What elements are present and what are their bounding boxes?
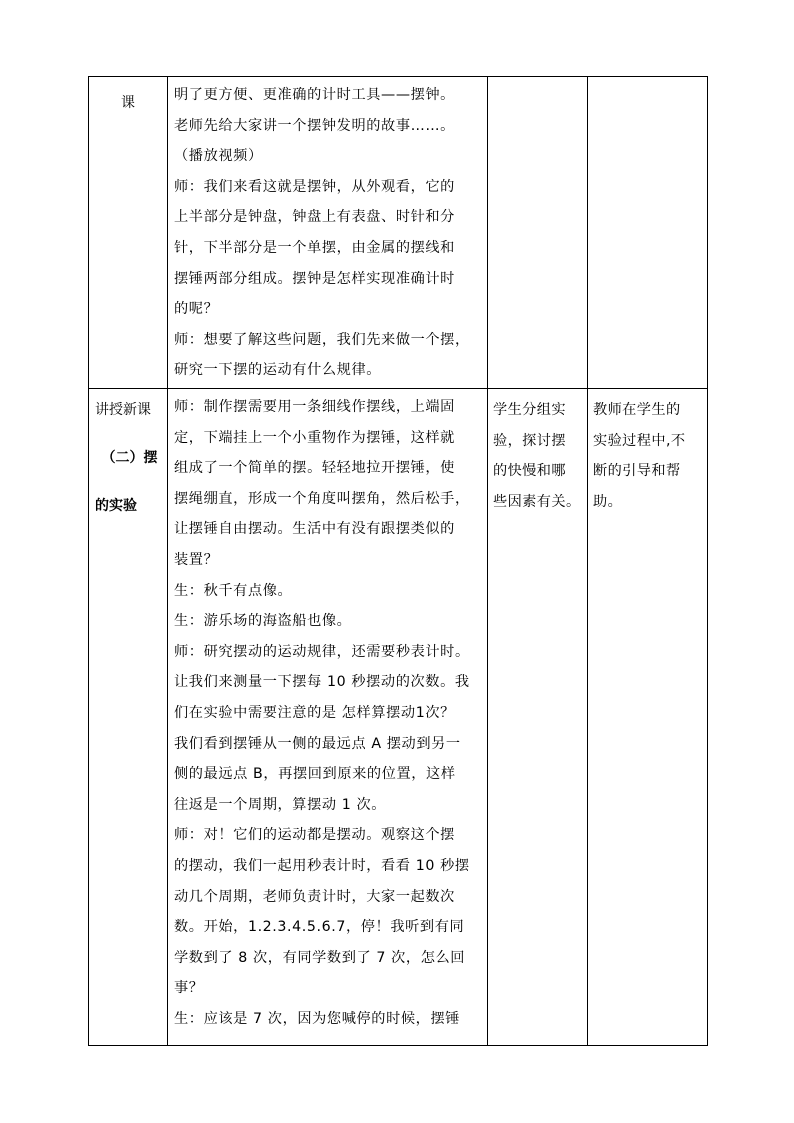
content-line: 师：我们来看这就是摆钟，从外观看，它的 — [174, 178, 455, 195]
student-activity-cell — [488, 389, 588, 1046]
student-activity-cell — [488, 77, 588, 389]
content-line: 数。开始，1.2.3.4.5.6.7，停！我听到有同 — [174, 919, 465, 936]
content-line: 学数到了 8 次，有同学数到了 7 次，怎么回 — [174, 949, 466, 966]
content-line: 侧的最远点 B，再摆回到原来的位置，这样 — [174, 766, 456, 783]
content-line: 生：应该是 7 次，因为您喊停的时候，摆锤 — [174, 1010, 461, 1027]
content-line: （播放视频） — [174, 148, 263, 165]
content-line: 的呢？ — [174, 301, 219, 318]
note-line: 学生分组实 — [493, 402, 566, 418]
content-line: 事？ — [174, 980, 204, 997]
stage-cell — [89, 77, 168, 389]
note-line: 助。 — [593, 493, 623, 510]
note-line: 验，探讨摆 — [493, 432, 566, 449]
content-line: 摆锤两部分组成。摆钟是怎样实现准确计时 — [174, 270, 455, 287]
note-line: 教师在学生的 — [593, 402, 681, 418]
stage-label: 课 — [121, 95, 135, 111]
content-line: 师：制作摆需要用一条细线作摆线，上端固 — [174, 399, 455, 415]
content-line: 生：游乐场的海盗船也像。 — [174, 613, 352, 630]
content-line: 明了更方便、更准确的计时工具——摆钟。 — [174, 87, 455, 103]
teacher-note-cell — [588, 77, 708, 389]
content-line: 师：研究摆动的运动规律，还需要秒表计时。 — [174, 643, 470, 660]
content-line: 们在实验中需要注意的是 怎样算摆动1次？ — [174, 704, 455, 721]
content-line: 动几个周期，老师负责计时，大家一起数次 — [174, 888, 455, 905]
stage-subtitle: （二）摆 — [101, 450, 158, 466]
teaching-content-cell — [168, 389, 488, 1046]
content-line: 装置？ — [174, 551, 219, 568]
stage-subtitle: 的实验 — [95, 498, 137, 514]
note-line: 实验过程中,不 — [593, 432, 686, 449]
note-line: 断的引导和帮 — [593, 463, 681, 480]
content-line: 针，下半部分是一个单摆，由金属的摆线和 — [174, 239, 455, 256]
content-line: 让我们来测量一下摆每 10 秒摆动的次数。我 — [174, 674, 470, 691]
note-line: 些因素有关。 — [493, 493, 581, 510]
content-line: 定，下端挂上一个小重物作为摆锤，这样就 — [174, 429, 455, 446]
table-row — [89, 77, 708, 389]
content-line: 上半部分是钟盘，钟盘上有表盘、时针和分 — [174, 209, 455, 226]
teaching-content-cell — [168, 77, 488, 389]
stage-title: 讲授新课 — [95, 402, 151, 418]
lesson-plan-table — [88, 76, 708, 1046]
content-line: 让摆锤自由摆动。生活中有没有跟摆类似的 — [174, 521, 455, 538]
content-line: 往返是一个周期，算摆动 1 次。 — [174, 796, 387, 813]
teacher-note-cell — [588, 389, 708, 1046]
content-line: 师：想要了解这些问题，我们先来做一个摆， — [174, 331, 470, 348]
content-line: 的摆动，我们一起用秒表计时，看看 10 秒摆 — [174, 857, 470, 874]
note-line: 的快慢和哪 — [493, 463, 566, 480]
content-line: 师：对！它们的运动都是摆动。观察这个摆 — [174, 827, 455, 844]
content-line: 生：秋千有点像。 — [174, 582, 293, 599]
stage-cell — [89, 389, 168, 1046]
content-line: 研究一下摆的运动有什么规律。 — [174, 362, 382, 379]
content-line: 摆绳绷直，形成一个角度叫摆角，然后松手， — [174, 490, 470, 507]
content-line: 我们看到摆锤从一侧的最远点 A 摆动到另一 — [174, 735, 461, 752]
table-row — [89, 389, 708, 1046]
content-line: 老师先给大家讲一个摆钟发明的故事……。 — [174, 117, 455, 134]
content-line: 组成了一个简单的摆。轻轻地拉开摆锤，使 — [174, 460, 455, 477]
